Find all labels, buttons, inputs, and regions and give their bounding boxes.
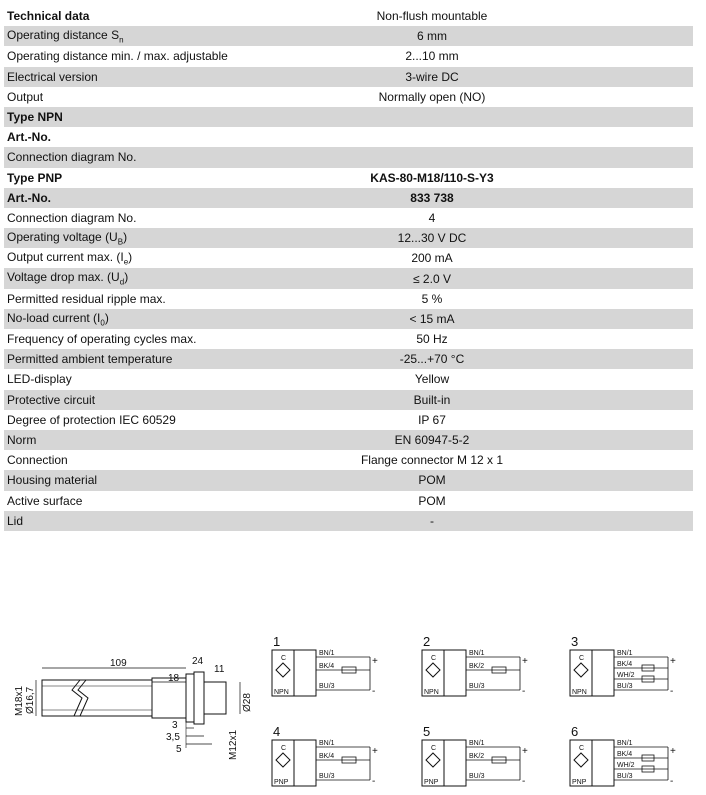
spec-row: [4, 491, 693, 511]
dim-m12: M12x1: [228, 729, 239, 760]
spec-label: Voltage drop max. $(U_d)$: [7, 270, 129, 287]
spec-label: Output current max. $(I_e)$: [7, 250, 133, 267]
spec-value: 12...30 V DC: [397, 231, 467, 246]
spec-value: -: [430, 513, 434, 528]
spec-value: Yellow: [414, 372, 450, 387]
sensor-symbol: [276, 663, 290, 677]
spec-row: [4, 228, 693, 248]
spec-value: POM: [418, 473, 446, 488]
spec-value: Non-flush mountable: [376, 9, 488, 24]
diagram-number: 6: [571, 724, 579, 739]
output-type: NPN: [424, 689, 439, 696]
nut: [186, 674, 194, 722]
spec-value: 200 mA: [411, 251, 453, 266]
wire-label: BN/1: [617, 740, 633, 747]
spec-label: Degree of protection IEC 60529: [7, 412, 176, 427]
output-box: [294, 740, 316, 786]
plus-sign: +: [670, 746, 676, 757]
diagram-number: 1: [273, 634, 281, 649]
plus-sign: +: [372, 746, 378, 757]
drawings-area: [0, 620, 706, 795]
dim-18: 18: [168, 673, 180, 684]
spec-row: [4, 208, 693, 228]
wire-label: WH/2: [617, 762, 635, 769]
connection-diagrams: [272, 634, 676, 787]
spec-label: Connection: [7, 453, 68, 468]
sensor-symbol: [276, 753, 290, 767]
wire-label: BN/1: [469, 740, 485, 747]
sensor-label: C: [579, 745, 585, 752]
spec-row: [4, 188, 693, 208]
spec-row: [4, 430, 693, 450]
wiring-diagram: [272, 724, 378, 787]
spec-label: Operating voltage $(U_B)$: [7, 229, 128, 247]
spec-label: Type NPN: [7, 110, 63, 125]
output-type: PNP: [572, 779, 587, 786]
dimension-labels: [14, 656, 253, 760]
sensor-body: [42, 680, 152, 716]
wire-label: BN/1: [319, 650, 335, 657]
wiring-diagram: [570, 724, 676, 787]
plus-sign: +: [522, 746, 528, 757]
minus-sign: -: [372, 776, 376, 787]
sensor-symbol: [426, 663, 440, 677]
spec-label: Output: [7, 89, 44, 104]
spec-row: [4, 168, 693, 188]
spec-value: 50 Hz: [416, 332, 448, 347]
wire-label: BK/4: [617, 661, 633, 668]
spec-value: 2...10 mm: [405, 49, 459, 64]
spec-row: [4, 349, 693, 369]
dim-m18: M18x1: [14, 685, 25, 716]
wire-label: BU/3: [319, 683, 335, 690]
spec-value: 3-wire DC: [405, 69, 459, 84]
spec-label: Connection diagram No.: [7, 150, 137, 165]
minus-sign: -: [522, 776, 526, 787]
spec-label: Electrical version: [7, 69, 98, 84]
spec-value: KAS-80-M18/110-S-Y3: [370, 170, 494, 185]
break-line: [78, 680, 88, 716]
diagram-number: 2: [423, 634, 431, 649]
spec-label: Permitted ambient temperature: [7, 352, 173, 367]
sensor-label: C: [281, 745, 287, 752]
wire-label: BN/1: [469, 650, 485, 657]
wire-label: BK/2: [469, 663, 485, 670]
spec-row: [4, 390, 693, 410]
wiring-diagram: [422, 724, 528, 787]
sensor-thread-section: [152, 678, 186, 718]
wiring-diagram: [570, 634, 676, 697]
spec-value: 833 738: [410, 190, 454, 205]
sensor-label: C: [431, 745, 437, 752]
wire-label: BU/3: [319, 773, 335, 780]
spec-value: Normally open (NO): [378, 89, 486, 104]
spec-value: ≤ 2.0 V: [413, 271, 451, 286]
spec-label: Protective circuit: [7, 392, 96, 407]
spec-row: [4, 450, 693, 470]
wire-label: BK/4: [319, 753, 335, 760]
spec-value: -25...+70 °C: [399, 352, 465, 367]
spec-label: Art.-No.: [7, 190, 51, 205]
spec-label: Housing material: [7, 473, 98, 488]
spec-row: [4, 248, 693, 268]
spec-label: Connection diagram No.: [7, 210, 137, 225]
sensor-symbol: [574, 753, 588, 767]
sensor-label: C: [281, 655, 287, 662]
output-type: PNP: [274, 779, 289, 786]
spec-row: [4, 470, 693, 490]
spec-row: [4, 309, 693, 329]
plus-sign: +: [372, 656, 378, 667]
spec-value: < 15 mA: [409, 311, 455, 326]
spec-row: [4, 26, 693, 46]
wire-label: BK/4: [319, 663, 335, 670]
output-type: NPN: [274, 689, 289, 696]
spec-row: [4, 268, 693, 288]
spec-value: 5 %: [421, 291, 443, 306]
spec-label: LED-display: [7, 372, 72, 387]
dim-length: 109: [110, 658, 127, 669]
wire-label: BN/1: [319, 740, 335, 747]
diagram-number: 5: [423, 724, 431, 739]
sensor-label: C: [579, 655, 585, 662]
spec-row: [4, 511, 693, 531]
wire-label: BK/4: [617, 751, 633, 758]
connector: [204, 682, 226, 714]
spec-label: No-load current $(I_0)$: [7, 310, 109, 328]
spec-label: Lid: [7, 513, 24, 528]
dim-5: 5: [176, 744, 182, 755]
spec-value: 4: [428, 210, 436, 225]
dim-28: Ø28: [242, 693, 253, 712]
output-box: [444, 650, 466, 696]
spec-row: [4, 87, 693, 107]
break-line: [72, 680, 82, 716]
wire-label: BU/3: [469, 683, 485, 690]
flange: [194, 672, 204, 724]
wiring-diagram: [272, 634, 378, 697]
wire-label: BU/3: [617, 683, 633, 690]
spec-row: [4, 6, 693, 26]
spec-value: Flange connector M 12 x 1: [360, 453, 504, 468]
minus-sign: -: [670, 776, 674, 787]
dim-11: 11: [214, 664, 225, 675]
minus-sign: -: [372, 686, 376, 697]
dimension-drawing: [36, 668, 240, 748]
diagram-number: 3: [571, 634, 579, 649]
minus-sign: -: [670, 686, 674, 697]
dim-3: 3: [172, 720, 178, 731]
output-box: [444, 740, 466, 786]
wire-label: BK/2: [469, 753, 485, 760]
spec-label: Active surface: [7, 493, 83, 508]
wire-label: BU/3: [617, 773, 633, 780]
spec-value: POM: [418, 493, 446, 508]
spec-label: Frequency of operating cycles max.: [7, 332, 197, 347]
diagram-number: 4: [273, 724, 281, 739]
dim-16-7: Ø16,7: [25, 686, 36, 714]
spec-label: Norm: [7, 433, 37, 448]
plus-sign: +: [670, 656, 676, 667]
spec-label: Permitted residual ripple max.: [7, 291, 166, 306]
output-box: [592, 740, 614, 786]
dim-24: 24: [192, 656, 204, 667]
spec-row: [4, 410, 693, 430]
spec-label: Art.-No.: [7, 130, 51, 145]
minus-sign: -: [522, 686, 526, 697]
output-box: [294, 650, 316, 696]
spec-value: IP 67: [418, 412, 446, 427]
spec-value: 6 mm: [417, 29, 447, 44]
wire-label: BU/3: [469, 773, 485, 780]
spec-value: EN 60947-5-2: [394, 433, 470, 448]
output-type: NPN: [572, 689, 587, 696]
spec-label: Operating distance min. / max. adjustable: [7, 49, 228, 64]
sensor-symbol: [426, 753, 440, 767]
spec-row: [4, 329, 693, 349]
wire-label: BN/1: [617, 650, 633, 657]
dim-3-5: 3,5: [166, 732, 180, 743]
sensor-symbol: [574, 663, 588, 677]
spec-row: [4, 289, 693, 309]
output-box: [592, 650, 614, 696]
sensor-label: C: [431, 655, 437, 662]
plus-sign: +: [522, 656, 528, 667]
spec-row: [4, 67, 693, 87]
technical-data-table: [4, 6, 693, 531]
wire-label: WH/2: [617, 672, 635, 679]
spec-label: Type PNP: [7, 170, 63, 185]
spec-label: Operating distance $S_n$: [7, 28, 124, 45]
spec-row: [4, 127, 693, 147]
output-type: PNP: [424, 779, 439, 786]
spec-value: Built-in: [413, 392, 451, 407]
spec-label: Technical data: [7, 9, 90, 24]
wiring-diagram: [422, 634, 528, 697]
spec-row: [4, 369, 693, 389]
spec-row: [4, 46, 693, 66]
spec-row: [4, 107, 693, 127]
spec-row: [4, 147, 693, 167]
